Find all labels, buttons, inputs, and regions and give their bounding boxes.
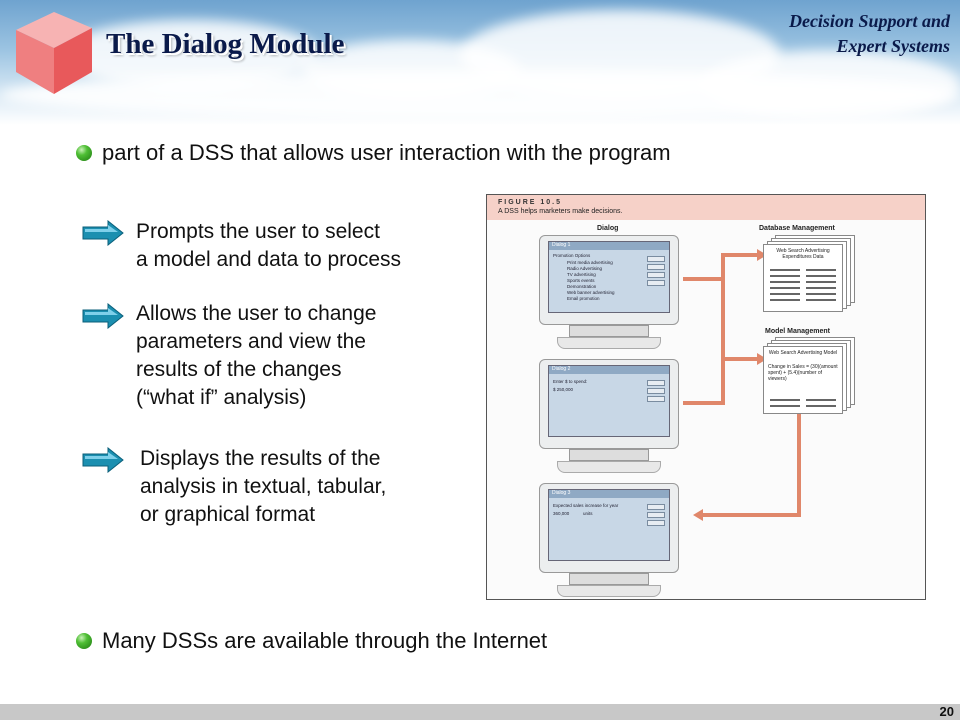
- arrow-icon: [82, 447, 124, 473]
- figure-number: FIGURE 10.5: [498, 199, 563, 206]
- footer-bar: [0, 704, 960, 720]
- option-item: Demonstration: [567, 284, 597, 289]
- arrow-icon: [82, 303, 124, 329]
- figure-caption: A DSS helps marketers make decisions.: [498, 208, 623, 215]
- option-item: Sports events: [567, 278, 595, 283]
- course-tag-line1: Decision Support and: [788, 11, 950, 31]
- sub-point-line: Allows the user to change: [136, 302, 377, 325]
- dialog-screen: [548, 241, 670, 313]
- sub-point-text: [136, 218, 401, 274]
- bullet-text: part of a DSS that allows user interaction with the program: [102, 140, 671, 165]
- option-item: Email promotion: [567, 296, 600, 301]
- option-item: TV advertising: [567, 272, 596, 277]
- screen-value: 360,000: [553, 511, 570, 516]
- screen-label: Promotion Options: [553, 253, 591, 258]
- page-number: 20: [939, 704, 954, 719]
- option-item: Radio Advertising: [567, 266, 603, 271]
- sub-point-line: Prompts the user to select: [136, 220, 380, 243]
- option-item: Print media advertising: [567, 260, 613, 265]
- database-heading: Database Management: [759, 225, 835, 232]
- course-tag: [789, 9, 950, 59]
- arrow-icon: [82, 220, 124, 246]
- database-docs: [763, 235, 855, 313]
- sub-point-line: results of the changes: [136, 358, 342, 381]
- model-doc-title: Web Search Advertising Model: [768, 350, 838, 356]
- bullet-icon: [76, 145, 92, 161]
- dss-figure: [486, 194, 926, 600]
- dialog-name: Dialog 2: [552, 366, 571, 372]
- dialog-name: Dialog 3: [552, 490, 571, 496]
- slide-title: The Dialog Module: [106, 28, 345, 60]
- dialog-screen: [548, 365, 670, 437]
- screen-label: Expected sales increase for year: [553, 503, 619, 508]
- database-doc-title: Web Search Advertising Expenditures Data: [776, 248, 830, 260]
- bullet-text: Many DSSs are available through the Internet: [102, 628, 548, 653]
- sub-point-line: a model and data to process: [136, 248, 402, 271]
- dialog-monitor-2: [539, 359, 679, 475]
- dialog-monitor-3: [539, 483, 679, 599]
- dialog-heading: Dialog: [597, 225, 619, 232]
- option-item: Web banner advertising: [567, 290, 615, 295]
- course-tag-line2: Expert Systems: [836, 36, 950, 56]
- sub-point-line: parameters and view the: [136, 330, 366, 353]
- screen-label: Enter $ to spend:: [553, 379, 588, 384]
- model-formula: Change in Sales = (30)(amount spent) + (5.4)(number of viewers): [768, 364, 838, 382]
- sub-point-line: Displays the results of the: [140, 447, 381, 470]
- red-cube-logo: [8, 6, 100, 98]
- sub-point-text: [140, 445, 386, 529]
- model-docs: [763, 337, 855, 415]
- sub-point-line: analysis in textual, tabular,: [140, 475, 387, 498]
- sub-point-line: (“what if” analysis): [136, 386, 307, 409]
- dialog-name: Dialog 1: [552, 242, 571, 248]
- screen-value: $ 250,000: [553, 387, 574, 392]
- screen-unit: units: [583, 511, 593, 516]
- sub-point-line: or graphical format: [140, 503, 316, 526]
- dialog-monitor-1: [539, 235, 679, 351]
- sub-point-text: [136, 300, 376, 412]
- dialog-screen: [548, 489, 670, 561]
- bullet-icon: [76, 633, 92, 649]
- model-heading: Model Management: [765, 328, 830, 335]
